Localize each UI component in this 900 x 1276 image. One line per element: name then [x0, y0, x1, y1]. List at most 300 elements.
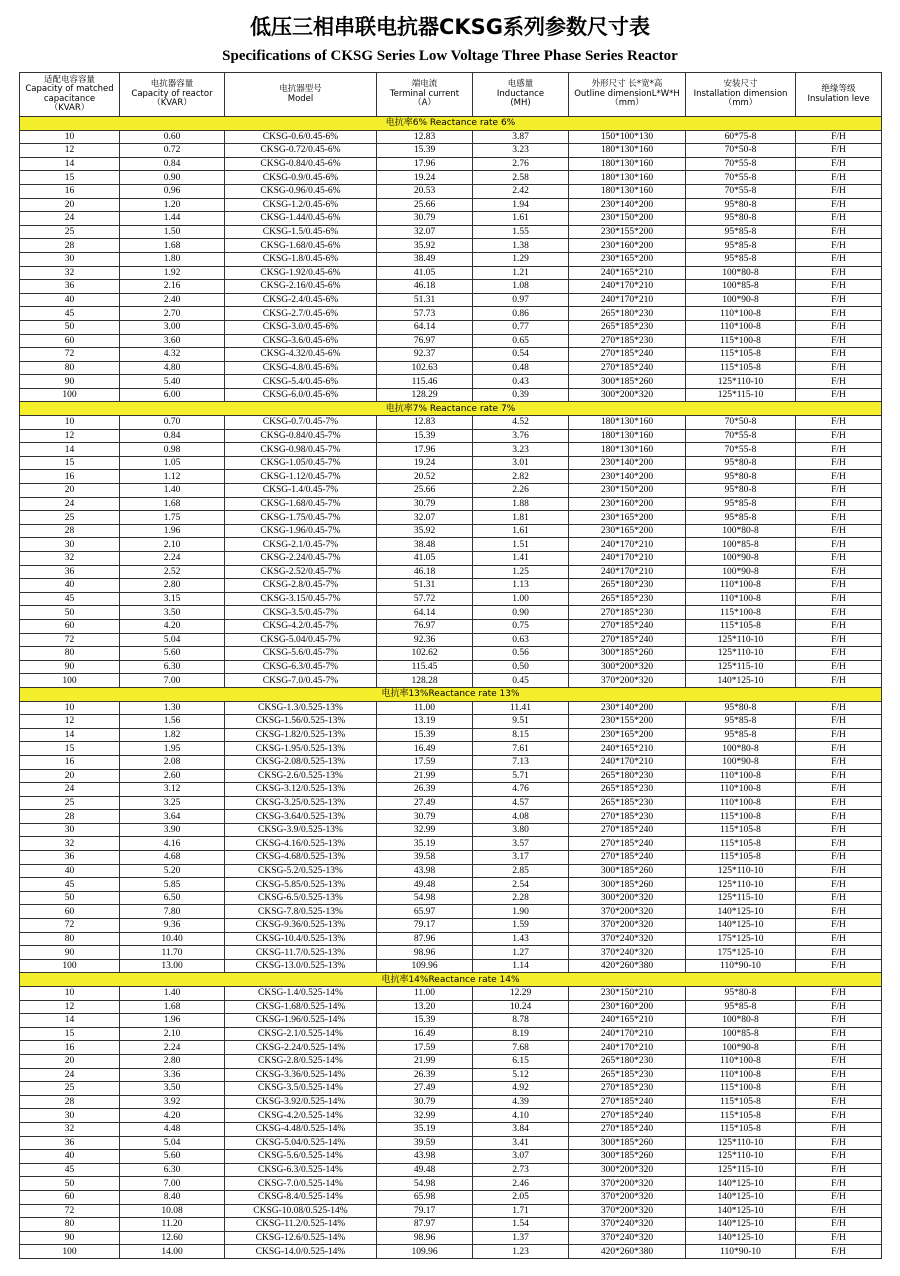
column-header-line: capacitance [43, 93, 96, 104]
table-cell: 1.71 [473, 1204, 569, 1218]
table-cell: 300*200*320 [569, 1163, 686, 1177]
column-header [796, 73, 882, 117]
table-cell: 12.83 [377, 130, 473, 144]
table-cell: CKSG-3.5/0.525-14% [225, 1082, 377, 1096]
table-cell: 13.19 [377, 715, 473, 729]
table-cell: 128.28 [377, 674, 473, 688]
table-cell: F/H [796, 511, 882, 525]
table-cell: 180*130*160 [569, 171, 686, 185]
table-row [20, 470, 882, 484]
table-cell: 13.00 [120, 959, 225, 973]
table-cell: 180*130*160 [569, 443, 686, 457]
table-cell: 0.90 [120, 171, 225, 185]
column-header [377, 73, 473, 117]
table-cell: F/H [796, 497, 882, 511]
table-cell: CKSG-3.9/0.525-13% [225, 823, 377, 837]
table-row [20, 1163, 882, 1177]
table-cell: 370*200*320 [569, 1177, 686, 1191]
table-cell: 125*110-10 [686, 1136, 796, 1150]
table-cell: F/H [796, 796, 882, 810]
table-cell: 265*180*230 [569, 307, 686, 321]
column-header-line: 安装尺寸 [723, 79, 758, 90]
table-cell: F/H [796, 701, 882, 715]
column-header-line: (MH) [510, 98, 531, 109]
table-cell: 7.68 [473, 1041, 569, 1055]
table-cell: 41.05 [377, 552, 473, 566]
table-cell: 60 [20, 1190, 120, 1204]
table-row [20, 429, 882, 443]
table-cell: F/H [796, 1177, 882, 1191]
table-cell: 300*185*260 [569, 1150, 686, 1164]
table-cell: CKSG-1.56/0.525-13% [225, 715, 377, 729]
table-cell: F/H [796, 552, 882, 566]
table-cell: CKSG-1.68/0.525-14% [225, 1000, 377, 1014]
table-cell: 230*160*200 [569, 1000, 686, 1014]
table-cell: 125*110-10 [686, 1150, 796, 1164]
table-row [20, 660, 882, 674]
table-cell: 265*180*230 [569, 769, 686, 783]
table-cell: 20 [20, 1054, 120, 1068]
table-cell: CKSG-1.82/0.525-13% [225, 728, 377, 742]
table-cell: 180*130*160 [569, 416, 686, 430]
table-cell: 2.24 [120, 552, 225, 566]
column-header-line: 端电流 [411, 79, 438, 90]
table-cell: 2.76 [473, 157, 569, 171]
table-row [20, 1177, 882, 1191]
table-cell: 40 [20, 1150, 120, 1164]
table-cell: 90 [20, 946, 120, 960]
table-cell: 230*140*200 [569, 470, 686, 484]
section-header-row [20, 687, 882, 701]
table-cell: F/H [796, 647, 882, 661]
table-row [20, 715, 882, 729]
column-header-line: 电抗器型号 [279, 84, 322, 94]
table-cell: F/H [796, 429, 882, 443]
table-cell: 70*55-8 [686, 171, 796, 185]
table-cell: 57.73 [377, 307, 473, 321]
table-cell: 95*80-8 [686, 701, 796, 715]
table-cell: 15.39 [377, 429, 473, 443]
table-cell: 65.98 [377, 1190, 473, 1204]
table-cell: 1.21 [473, 266, 569, 280]
table-cell: 19.24 [377, 171, 473, 185]
table-cell: 3.57 [473, 837, 569, 851]
table-cell: 110*100-8 [686, 592, 796, 606]
table-row [20, 443, 882, 457]
table-row [20, 198, 882, 212]
table-cell: 11.00 [377, 987, 473, 1001]
table-cell: 1.41 [473, 552, 569, 566]
table-row [20, 1150, 882, 1164]
table-cell: 79.17 [377, 1204, 473, 1218]
column-header [20, 73, 120, 117]
table-cell: CKSG-14.0/0.525-14% [225, 1245, 377, 1259]
table-row [20, 783, 882, 797]
table-row [20, 184, 882, 198]
table-cell: 30 [20, 823, 120, 837]
table-cell: 3.87 [473, 130, 569, 144]
table-cell: 370*200*320 [569, 905, 686, 919]
table-cell: 28 [20, 810, 120, 824]
table-cell: 175*125-10 [686, 932, 796, 946]
table-cell: 3.12 [120, 783, 225, 797]
table-cell: 32.07 [377, 511, 473, 525]
table-cell: 14 [20, 728, 120, 742]
table-cell: F/H [796, 456, 882, 470]
column-header-line: （KVAR） [152, 98, 192, 109]
table-row [20, 959, 882, 973]
table-cell: 5.60 [120, 1150, 225, 1164]
table-cell: 370*240*320 [569, 1231, 686, 1245]
table-cell: F/H [796, 755, 882, 769]
table-cell: F/H [796, 184, 882, 198]
table-cell: 0.60 [120, 130, 225, 144]
table-cell: 0.48 [473, 361, 569, 375]
table-cell: 79.17 [377, 919, 473, 933]
table-cell: F/H [796, 334, 882, 348]
table-cell: CKSG-10.4/0.525-13% [225, 932, 377, 946]
table-cell: 115*100-8 [686, 606, 796, 620]
table-cell: CKSG-6.3/0.525-14% [225, 1163, 377, 1177]
table-cell: CKSG-5.4/0.45-6% [225, 375, 377, 389]
table-cell: F/H [796, 266, 882, 280]
table-cell: 36 [20, 280, 120, 294]
table-cell: 45 [20, 1163, 120, 1177]
table-cell: 1.23 [473, 1245, 569, 1259]
table-cell: 300*185*260 [569, 864, 686, 878]
table-cell: 0.98 [120, 443, 225, 457]
table-cell: 17.96 [377, 157, 473, 171]
table-cell: 16 [20, 1041, 120, 1055]
table-cell: 270*185*240 [569, 1095, 686, 1109]
table-cell: 150*100*130 [569, 130, 686, 144]
table-cell: 95*85-8 [686, 511, 796, 525]
table-cell: 2.58 [473, 171, 569, 185]
table-cell: CKSG-6.3/0.45-7% [225, 660, 377, 674]
section-label: 电抗率6% Reactance rate 6% [20, 117, 882, 131]
table-cell: CKSG-1.8/0.45-6% [225, 252, 377, 266]
table-cell: F/H [796, 728, 882, 742]
table-cell: 4.52 [473, 416, 569, 430]
table-cell: 25 [20, 225, 120, 239]
table-cell: 11.20 [120, 1218, 225, 1232]
table-cell: 25.66 [377, 484, 473, 498]
table-cell: 100 [20, 388, 120, 402]
table-cell: 95*80-8 [686, 987, 796, 1001]
table-cell: 11.00 [377, 701, 473, 715]
table-cell: 32 [20, 266, 120, 280]
table-cell: 35.92 [377, 239, 473, 253]
table-cell: 128.29 [377, 388, 473, 402]
table-cell: 3.36 [120, 1068, 225, 1082]
table-cell: 230*155*200 [569, 715, 686, 729]
table-cell: 2.73 [473, 1163, 569, 1177]
table-row [20, 348, 882, 362]
table-cell: 72 [20, 1204, 120, 1218]
table-cell: 2.28 [473, 891, 569, 905]
column-header-line: 适配电容容量 [43, 74, 95, 85]
table-cell: F/H [796, 1150, 882, 1164]
table-cell: 140*125-10 [686, 919, 796, 933]
table-cell: 1.20 [120, 198, 225, 212]
table-cell: 4.20 [120, 619, 225, 633]
table-cell: F/H [796, 919, 882, 933]
table-cell: CKSG-2.08/0.525-13% [225, 755, 377, 769]
table-cell: 35.19 [377, 837, 473, 851]
table-cell: 115*105-8 [686, 1095, 796, 1109]
table-cell: F/H [796, 1041, 882, 1055]
table-cell: 80 [20, 647, 120, 661]
table-cell: 27.49 [377, 1082, 473, 1096]
table-cell: 4.20 [120, 1109, 225, 1123]
table-cell: CKSG-2.24/0.525-14% [225, 1041, 377, 1055]
table-cell: F/H [796, 864, 882, 878]
table-cell: F/H [796, 946, 882, 960]
table-row [20, 375, 882, 389]
table-cell: 370*200*320 [569, 1190, 686, 1204]
table-row [20, 987, 882, 1001]
table-cell: 2.16 [120, 280, 225, 294]
table-cell: 110*100-8 [686, 796, 796, 810]
table-cell: 115*100-8 [686, 334, 796, 348]
column-header-line: （mm） [610, 98, 644, 109]
table-cell: 100 [20, 959, 120, 973]
table-row [20, 225, 882, 239]
table-cell: 0.43 [473, 375, 569, 389]
table-cell: 3.50 [120, 606, 225, 620]
table-cell: 265*185*230 [569, 320, 686, 334]
table-cell: 125*110-10 [686, 633, 796, 647]
table-cell: 0.45 [473, 674, 569, 688]
table-cell: 270*185*230 [569, 1082, 686, 1096]
table-cell: 0.97 [473, 293, 569, 307]
table-cell: 6.30 [120, 1163, 225, 1177]
table-cell: 8.15 [473, 728, 569, 742]
table-row [20, 511, 882, 525]
table-cell: 140*125-10 [686, 1218, 796, 1232]
table-cell: 3.64 [120, 810, 225, 824]
table-cell: 12 [20, 144, 120, 158]
table-cell: 60 [20, 619, 120, 633]
table-cell: 28 [20, 1095, 120, 1109]
table-cell: 11.70 [120, 946, 225, 960]
table-row [20, 1136, 882, 1150]
table-cell: 24 [20, 783, 120, 797]
table-cell: 240*170*210 [569, 755, 686, 769]
table-cell: 26.39 [377, 783, 473, 797]
table-cell: 230*140*200 [569, 198, 686, 212]
table-cell: 100*80-8 [686, 524, 796, 538]
table-cell: 270*185*230 [569, 810, 686, 824]
table-cell: F/H [796, 660, 882, 674]
table-row [20, 1218, 882, 1232]
table-cell: 110*100-8 [686, 1054, 796, 1068]
table-cell: 0.39 [473, 388, 569, 402]
table-cell: F/H [796, 769, 882, 783]
table-cell: CKSG-2.16/0.45-6% [225, 280, 377, 294]
header-row [20, 73, 882, 117]
table-cell: 35.92 [377, 524, 473, 538]
table-cell: F/H [796, 1231, 882, 1245]
table-cell: 109.96 [377, 959, 473, 973]
table-cell: CKSG-3.5/0.45-7% [225, 606, 377, 620]
table-cell: 16 [20, 184, 120, 198]
table-cell: 30 [20, 538, 120, 552]
table-row [20, 320, 882, 334]
table-cell: 72 [20, 633, 120, 647]
table-cell: 9.51 [473, 715, 569, 729]
table-cell: 2.40 [120, 293, 225, 307]
table-cell: F/H [796, 959, 882, 973]
table-row [20, 810, 882, 824]
table-cell: 40 [20, 579, 120, 593]
table-cell: 0.50 [473, 660, 569, 674]
table-cell: 2.24 [120, 1041, 225, 1055]
table-cell: F/H [796, 1204, 882, 1218]
table-cell: 270*185*240 [569, 348, 686, 362]
table-cell: 41.05 [377, 266, 473, 280]
table-row [20, 1204, 882, 1218]
table-row [20, 919, 882, 933]
table-cell: CKSG-2.8/0.525-14% [225, 1054, 377, 1068]
table-cell: 43.98 [377, 1150, 473, 1164]
table-cell: F/H [796, 837, 882, 851]
table-row [20, 1231, 882, 1245]
table-cell: CKSG-0.84/0.45-7% [225, 429, 377, 443]
table-cell: 110*90-10 [686, 1245, 796, 1259]
table-row [20, 1041, 882, 1055]
table-cell: 0.96 [120, 184, 225, 198]
table-cell: 64.14 [377, 320, 473, 334]
table-cell: 0.86 [473, 307, 569, 321]
table-cell: 230*140*200 [569, 701, 686, 715]
table-cell: F/H [796, 470, 882, 484]
table-cell: 3.84 [473, 1122, 569, 1136]
table-cell: F/H [796, 280, 882, 294]
table-cell: CKSG-3.12/0.525-13% [225, 783, 377, 797]
table-cell: 2.60 [120, 769, 225, 783]
table-cell: 1.95 [120, 742, 225, 756]
column-header-line: Outline dimensionL*W*H [574, 88, 680, 99]
table-cell: 70*55-8 [686, 184, 796, 198]
table-cell: 3.76 [473, 429, 569, 443]
table-cell: 35.19 [377, 1122, 473, 1136]
table-cell: 265*185*230 [569, 592, 686, 606]
table-cell: 1.50 [120, 225, 225, 239]
table-row [20, 796, 882, 810]
table-cell: F/H [796, 1054, 882, 1068]
table-cell: F/H [796, 565, 882, 579]
table-cell: CKSG-3.64/0.525-13% [225, 810, 377, 824]
table-cell: 4.48 [120, 1122, 225, 1136]
table-cell: 4.68 [120, 851, 225, 865]
table-cell: 125*115-10 [686, 660, 796, 674]
table-cell: 109.96 [377, 1245, 473, 1259]
table-cell: CKSG-9.36/0.525-13% [225, 919, 377, 933]
table-cell: 1.92 [120, 266, 225, 280]
table-cell: 115*105-8 [686, 1109, 796, 1123]
table-cell: 370*200*320 [569, 674, 686, 688]
table-row [20, 592, 882, 606]
table-cell: 14 [20, 443, 120, 457]
table-cell: 14 [20, 1014, 120, 1028]
table-cell: 140*125-10 [686, 1190, 796, 1204]
table-cell: 50 [20, 606, 120, 620]
table-cell: 46.18 [377, 565, 473, 579]
table-cell: F/H [796, 443, 882, 457]
table-cell: CKSG-4.2/0.45-7% [225, 619, 377, 633]
table-cell: F/H [796, 1245, 882, 1259]
table-cell: CKSG-1.2/0.45-6% [225, 198, 377, 212]
table-cell: 10 [20, 701, 120, 715]
table-cell: 80 [20, 1218, 120, 1232]
table-cell: CKSG-1.95/0.525-13% [225, 742, 377, 756]
table-cell: F/H [796, 293, 882, 307]
table-cell: CKSG-4.32/0.45-6% [225, 348, 377, 362]
table-cell: 4.16 [120, 837, 225, 851]
page-title: 低压三相串联电抗器CKSG系列参数尺寸表 [249, 15, 651, 39]
table-cell: 240*170*210 [569, 552, 686, 566]
table-cell: 95*85-8 [686, 252, 796, 266]
table-cell: 32.99 [377, 823, 473, 837]
table-cell: 300*200*320 [569, 891, 686, 905]
table-row [20, 130, 882, 144]
table-cell: 300*185*260 [569, 1136, 686, 1150]
table-cell: 230*160*200 [569, 497, 686, 511]
table-cell: 95*80-8 [686, 484, 796, 498]
column-header-line: Terminal current [389, 88, 460, 99]
table-cell: 4.08 [473, 810, 569, 824]
table-cell: 95*85-8 [686, 225, 796, 239]
table-cell: 95*80-8 [686, 456, 796, 470]
table-cell: 2.80 [120, 1054, 225, 1068]
table-cell: 15.39 [377, 1014, 473, 1028]
table-cell: 90 [20, 375, 120, 389]
table-cell: 175*125-10 [686, 946, 796, 960]
table-cell: 8.40 [120, 1190, 225, 1204]
table-cell: 95*85-8 [686, 728, 796, 742]
table-row [20, 334, 882, 348]
table-cell: 5.60 [120, 647, 225, 661]
table-cell: CKSG-3.0/0.45-6% [225, 320, 377, 334]
table-cell: 7.00 [120, 1177, 225, 1191]
table-cell: 11.41 [473, 701, 569, 715]
table-row [20, 484, 882, 498]
table-cell: CKSG-4.68/0.525-13% [225, 851, 377, 865]
column-header-line: 外形尺寸 长*宽*高 [591, 79, 663, 90]
section-header-row [20, 973, 882, 987]
table-cell: 10.24 [473, 1000, 569, 1014]
table-cell: 16 [20, 470, 120, 484]
table-cell: 36 [20, 1136, 120, 1150]
table-cell: 1.14 [473, 959, 569, 973]
table-row [20, 932, 882, 946]
table-row [20, 280, 882, 294]
table-cell: CKSG-13.0/0.525-13% [225, 959, 377, 973]
table-cell: 2.46 [473, 1177, 569, 1191]
table-cell: 100*90-8 [686, 755, 796, 769]
table-cell: 40 [20, 864, 120, 878]
table-cell: 0.77 [473, 320, 569, 334]
table-cell: 1.51 [473, 538, 569, 552]
table-cell: F/H [796, 1068, 882, 1082]
table-cell: 3.23 [473, 443, 569, 457]
table-cell: F/H [796, 810, 882, 824]
column-header [225, 73, 377, 117]
table-row [20, 538, 882, 552]
table-cell: CKSG-5.04/0.45-7% [225, 633, 377, 647]
table-cell: 3.41 [473, 1136, 569, 1150]
